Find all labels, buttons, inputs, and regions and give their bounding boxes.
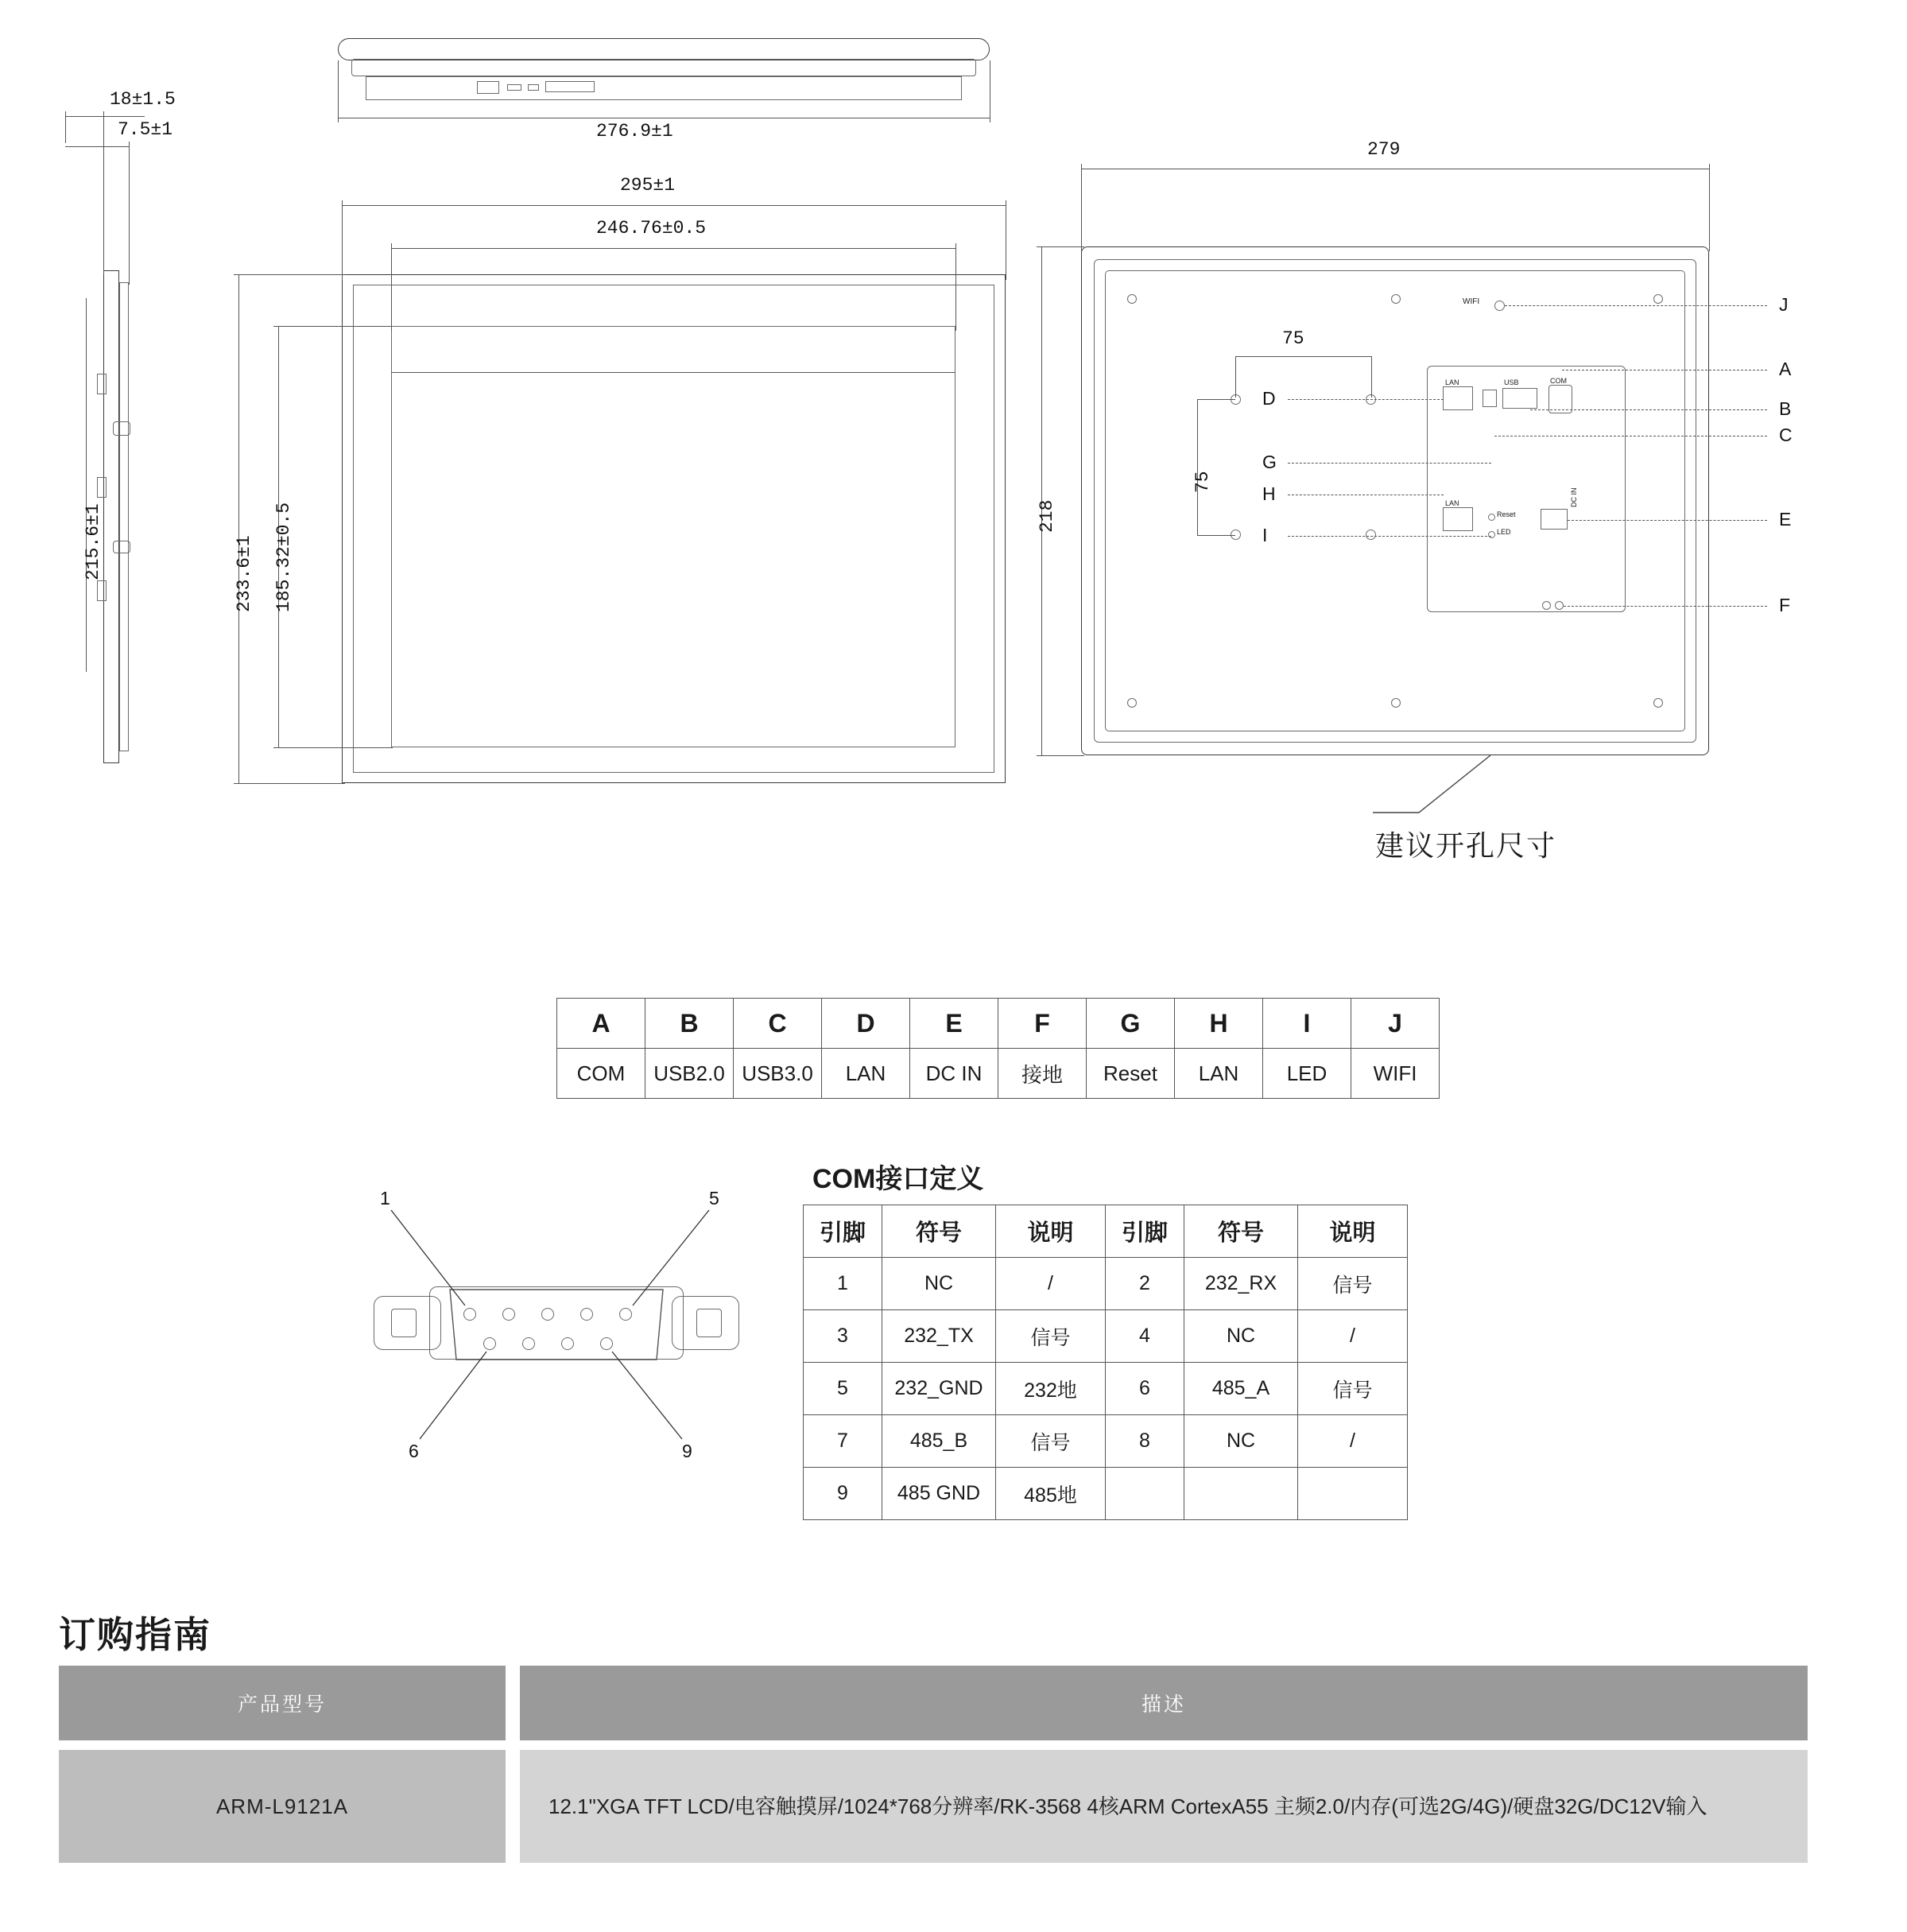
port-letter-c: C [734,999,822,1049]
vesa-hole-br [1366,530,1376,540]
order-guide-header-row [59,1666,1808,1740]
vesa-v-dim-line [1197,399,1198,535]
callout-a: A [1779,359,1792,379]
io-label-led: LED [1497,528,1511,536]
side-depth1-dim: 18±1.5 [110,89,176,110]
port-letter-d: D [822,999,910,1049]
side-view-drawing [79,89,262,795]
com-cell: 1 [804,1258,882,1310]
rear-view-drawing [1037,139,1884,875]
top-view-connector-a [477,81,499,94]
port-name-g: Reset [1087,1049,1175,1099]
com-cell: NC [882,1258,996,1310]
side-height-dim: 215.6±1 [83,503,103,580]
port-name-c: USB3.0 [734,1049,822,1099]
vesa-h-ext-l [1235,356,1236,398]
order-row-gap [506,1750,520,1863]
side-view-port-2 [113,541,130,553]
db9-label-5: 5 [709,1188,719,1208]
front-outer-width-line [342,205,1006,206]
db9-label-9: 9 [682,1441,692,1461]
port-letter-e: E [910,999,998,1049]
order-guide-row [59,1750,1808,1863]
io-board-lan-bottom [1443,507,1473,531]
callout-leader-j [1505,305,1767,306]
callout-i: I [1262,525,1268,545]
com-cell: 232_RX [1184,1258,1298,1310]
vesa-v-dim: 75 [1192,471,1213,493]
front-outer-height-dim: 233.6±1 [234,535,254,612]
com-cell: 信号 [996,1310,1106,1363]
com-header-symbol-right: 符号 [1184,1205,1298,1258]
com-pin-table [803,1205,1408,1520]
top-view-width-dim: 276.9±1 [596,121,673,142]
side-depth-ext-left [65,111,66,143]
com-cell: 485_A [1184,1363,1298,1415]
com-table-row [804,1258,1408,1310]
io-label-dcin: DC IN [1570,487,1578,507]
com-section-title: COM接口定义 [812,1164,984,1194]
ground-hole-1 [1542,601,1551,610]
side-view-bracket-2 [97,477,107,498]
front-outer-width-ext-l [342,200,343,280]
port-letter-h: H [1175,999,1263,1049]
callout-g: G [1262,452,1277,472]
com-table-header-row [804,1205,1408,1258]
callout-e: E [1779,509,1792,530]
vesa-h-dim: 75 [1282,328,1304,349]
com-table-row [804,1363,1408,1415]
top-view-connector-c [528,84,539,91]
com-cell: 232_TX [882,1310,996,1363]
com-table-row [804,1468,1408,1520]
db9-label-6: 6 [409,1441,419,1461]
io-board-usb3 [1502,388,1537,409]
side-depth2-dim: 7.5±1 [118,119,173,140]
top-view-outline [338,38,990,60]
order-guide-table [59,1666,1808,1863]
order-guide-table-wrapper [59,1666,1808,1863]
com-cell: 9 [804,1468,882,1520]
side-view-outline [103,270,119,763]
com-header-desc-left: 说明 [996,1205,1106,1258]
rear-width-ext-l [1081,164,1082,251]
side-depth-ext-outer [103,111,104,274]
cutout-note-text: 建议开孔尺寸 [1375,829,1557,862]
com-cell: 485 GND [882,1468,996,1520]
callout-c: C [1779,425,1793,445]
callout-h: H [1262,483,1276,504]
wifi-antenna-hole [1494,301,1505,311]
side-view-bracket-3 [97,580,107,601]
rear-height-ext-b [1037,755,1084,756]
front-view-top-band [391,372,955,373]
side-depth1-line [65,116,145,117]
io-label-com: COM [1550,377,1567,385]
front-outer-width-dim: 295±1 [620,175,676,196]
front-view-active-area [391,326,955,747]
side-view-bracket-1 [97,374,107,394]
port-name-j: WIFI [1351,1049,1440,1099]
com-pin-table-wrapper [803,1205,1408,1520]
io-label-usb: USB [1504,378,1519,386]
com-cell: 4 [1106,1310,1184,1363]
order-header-model: 产品型号 [59,1666,506,1740]
front-outer-height-line [238,274,239,783]
port-letter-f: F [998,999,1087,1049]
com-header-pin-left: 引脚 [804,1205,882,1258]
port-name-i: LED [1263,1049,1351,1099]
com-header-desc-right: 说明 [1298,1205,1408,1258]
front-active-width-ext-r [955,243,956,331]
wifi-small-label: WIFI [1463,297,1480,306]
order-model-value: ARM-L9121A [59,1750,506,1863]
com-cell: 信号 [996,1415,1106,1468]
order-header-description: 描述 [520,1666,1808,1740]
port-letter-b: B [645,999,734,1049]
com-cell: NC [1184,1310,1298,1363]
side-view-port-1 [113,421,130,436]
side-depth-ext-right [129,142,130,285]
io-board-usb2 [1483,390,1497,407]
rear-height-dim: 218 [1037,499,1057,533]
top-view-connector-b [507,84,521,91]
front-active-height-dim: 185.32±0.5 [273,502,294,612]
com-cell: / [1298,1415,1408,1468]
rear-screw-br [1653,698,1663,708]
port-definition-table [556,998,1440,1099]
com-cell: NC [1184,1415,1298,1468]
port-table-header-row [557,999,1440,1049]
com-cell: / [1298,1310,1408,1363]
rear-screw-bm [1391,698,1401,708]
side-depth2-line [65,146,129,147]
front-active-width-ext-l [391,243,392,331]
com-cell [1106,1468,1184,1520]
com-cell: 2 [1106,1258,1184,1310]
front-active-height-ext-b [273,747,393,748]
top-view-body [366,76,962,100]
vesa-v-ext-b [1197,535,1235,536]
port-name-b: USB2.0 [645,1049,734,1099]
port-name-a: COM [557,1049,645,1099]
callout-d: D [1262,388,1276,409]
top-view-drawing [334,32,994,143]
com-header-symbol-left: 符号 [882,1205,996,1258]
callout-leader-f [1564,606,1767,607]
front-outer-height-ext-b [234,783,345,784]
port-letter-g: G [1087,999,1175,1049]
callout-j: J [1779,294,1789,315]
port-name-h: LAN [1175,1049,1263,1099]
rear-screw-tm [1391,294,1401,304]
rear-width-dim: 279 [1367,139,1401,160]
com-cell: 232地 [996,1363,1106,1415]
front-active-width-dim: 246.76±0.5 [596,218,707,239]
com-cell [1184,1468,1298,1520]
callout-leader-b [1530,409,1767,410]
io-label-reset: Reset [1497,510,1516,518]
com-header-pin-right: 引脚 [1106,1205,1184,1258]
io-board-lan-top [1443,386,1473,410]
rear-screw-tl [1127,294,1137,304]
rear-width-ext-r [1709,164,1710,251]
com-cell: 485地 [996,1468,1106,1520]
side-view-bezel [119,282,129,751]
com-cell: / [996,1258,1106,1310]
vesa-h-dim-line [1235,356,1371,357]
db9-connector-drawing [350,1188,763,1495]
com-cell: 信号 [1298,1363,1408,1415]
front-view-drawing [234,167,994,827]
order-guide-title: 订购指南 [59,1614,211,1655]
side-height-line [86,298,87,672]
rear-height-ext-t [1037,246,1084,247]
front-active-width-line [391,248,955,249]
com-cell: 信号 [1298,1258,1408,1310]
port-letter-i: I [1263,999,1351,1049]
callout-leader-g [1288,463,1491,464]
port-letter-a: A [557,999,645,1049]
vesa-v-ext-t [1197,399,1235,400]
top-view-connector-d [545,81,595,92]
ground-hole-2 [1555,601,1564,610]
com-cell [1298,1468,1408,1520]
rear-screw-bl [1127,698,1137,708]
port-name-d: LAN [822,1049,910,1099]
port-name-e: DC IN [910,1049,998,1099]
com-table-row [804,1310,1408,1363]
top-dim-ext-left [338,60,339,122]
top-view-inner-slab [351,59,976,76]
order-header-gap [506,1666,520,1740]
io-board-led [1488,531,1495,538]
front-outer-height-ext-t [234,274,345,275]
callout-b: B [1779,398,1792,419]
com-cell: 485_B [882,1415,996,1468]
callout-leader-e [1568,520,1767,521]
port-letter-j: J [1351,999,1440,1049]
io-label-lan-top: LAN [1445,378,1459,386]
port-table [556,998,1440,1099]
com-cell: 5 [804,1363,882,1415]
order-table-spacer [59,1740,1808,1750]
callout-leader-d [1288,399,1444,400]
vesa-h-ext-r [1371,356,1372,398]
com-cell: 7 [804,1415,882,1468]
io-board-dc-in [1541,509,1568,530]
com-cell: 3 [804,1310,882,1363]
com-cell: 8 [1106,1415,1184,1468]
port-name-f: 接地 [998,1049,1087,1099]
front-active-height-ext-t [273,326,393,327]
com-cell: 6 [1106,1363,1184,1415]
io-label-lan-bottom: LAN [1445,499,1459,507]
port-table-name-row [557,1049,1440,1099]
callout-f: F [1779,595,1791,615]
db9-label-1: 1 [380,1188,390,1208]
order-description-value: 12.1"XGA TFT LCD/电容触摸屏/1024*768分辨率/RK-3568 4核ARM CortexA55 主频2.0/内存(可选2G/4G)/硬盘32G/DC12V输入 [520,1750,1808,1863]
callout-leader-i [1288,536,1491,537]
com-table-row [804,1415,1408,1468]
io-board-reset-button [1488,514,1495,521]
com-cell: 232_GND [882,1363,996,1415]
rear-screw-tr [1653,294,1663,304]
